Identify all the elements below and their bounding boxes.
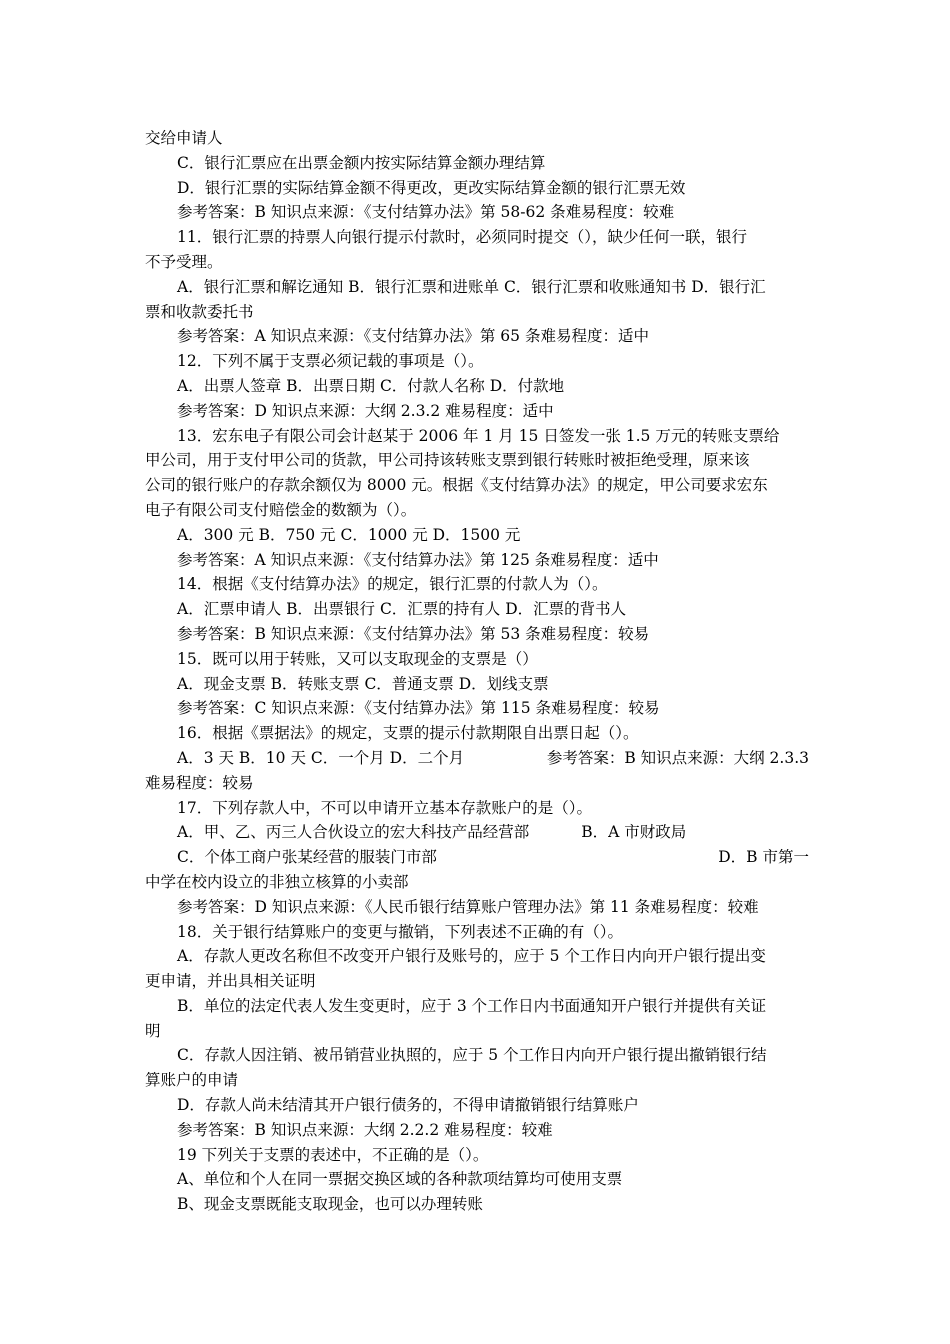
text-line: 参考答案：D 知识点来源：大纲 2.3.2 难易程度：适中 [177, 401, 554, 420]
text-line: D．银行汇票的实际结算金额不得更改，更改实际结算金额的银行汇票无效 [177, 178, 686, 197]
text-line: 12．下列不属于支票必须记载的事项是（）。 [177, 352, 484, 371]
text-line: 明 [145, 1021, 161, 1040]
text-line: 更申请，并出具相关证明 [145, 972, 316, 991]
text-line: A．银行汇票和解讫通知 B．银行汇票和进账单 C．银行汇票和收账通知书 D．银行汇 [177, 277, 766, 296]
text-line: 电子有限公司支付赔偿金的数额为（）。 [145, 500, 417, 519]
text-line: 不予受理。 [145, 252, 223, 271]
text-line: 17．下列存款人中，不可以申请开立基本存款账户的是（）。 [177, 798, 592, 817]
text-line: A、单位和个人在同一票据交换区域的各种款项结算均可使用支票 [177, 1170, 623, 1189]
text-line: C．银行汇票应在出票金额内按实际结算金额办理结算 [177, 153, 546, 172]
text-line: 15．既可以用于转账，又可以支取现金的支票是（） [177, 649, 538, 668]
text-line [145, 845, 809, 870]
text-line: 参考答案：B 知识点来源：《支付结算办法》第 58-62 条难易程度：较难 [177, 203, 675, 222]
text-line: D．存款人尚未结清其开户银行债务的，不得申请撤销银行结算账户 [177, 1096, 639, 1115]
text-line: A．现金支票 B．转账支票 C．普通支票 D．划线支票 [177, 674, 549, 693]
text-line: B、现金支票既能支取现金，也可以办理转账 [177, 1195, 483, 1214]
text-line: 13．宏东电子有限公司会计赵某于 2006 年 1 月 15 日签发一张 1.5 万元的转账支票给 [177, 426, 780, 445]
text-line: 参考答案：C 知识点来源：《支付结算办法》第 115 条难易程度：较易 [177, 699, 660, 718]
text-line: 18．关于银行结算账户的变更与撤销，下列表述不正确的有（）。 [177, 922, 623, 941]
text-line: A．出票人签章 B．出票日期 C．付款人名称 D．付款地 [177, 376, 565, 395]
text-line: 16．根据《票据法》的规定，支票的提示付款期限自出票日起（）。 [177, 724, 639, 743]
text-line: 票和收款委托书 [145, 302, 254, 321]
text-line: 参考答案：A 知识点来源：《支付结算办法》第 125 条难易程度：适中 [177, 550, 659, 569]
text-line: A．汇票申请人 B．出票银行 C．汇票的持有人 D．汇票的背书人 [177, 600, 627, 619]
text-line: C．存款人因注销、被吊销营业执照的，应于 5 个工作日内向开户银行提出撤销银行结 [177, 1046, 767, 1065]
text-line-left: A．3 天 B．10 天 C．一个月 D．二个月 [177, 748, 465, 767]
text-line: 19 下列关于支票的表述中，不正确的是（）。 [177, 1145, 489, 1164]
text-line: 14．根据《支付结算办法》的规定，银行汇票的付款人为（）。 [177, 575, 608, 594]
text-line [145, 746, 809, 771]
text-line-right: 参考答案：B 知识点来源：大纲 2.3.3 [546, 748, 809, 767]
text-line: 算账户的申请 [145, 1071, 239, 1090]
text-line: 参考答案：A 知识点来源：《支付结算办法》第 65 条难易程度：适中 [177, 327, 649, 346]
text-line: A．300 元 B．750 元 C．1000 元 D．1500 元 [177, 525, 521, 544]
text-line: B．单位的法定代表人发生变更时，应于 3 个工作日内书面通知开户银行并提供有关证 [177, 996, 767, 1015]
text-line: 甲公司，用于支付甲公司的货款，甲公司持该转账支票到银行转账时被拒绝受理，原来该 [145, 451, 750, 470]
text-line: 中学在校内设立的非独立核算的小卖部 [145, 872, 409, 891]
text-line: 参考答案：B 知识点来源：大纲 2.2.2 难易程度：较难 [177, 1120, 553, 1139]
document-body [145, 126, 809, 1217]
text-line: A．存款人更改名称但不改变开户银行及账号的，应于 5 个工作日内向开户银行提出变 [177, 947, 766, 966]
text-line: 公司的银行账户的存款余额仅为 8000 元。根据《支付结算办法》的规定，甲公司要求宏东 [145, 476, 768, 495]
text-line-left: A．甲、乙、丙三人合伙设立的宏大科技产品经营部 [177, 823, 530, 842]
text-line-left: C．个体工商户张某经营的服装门市部 [177, 848, 437, 867]
text-line: 难易程度：较易 [145, 773, 254, 792]
text-line [145, 820, 809, 845]
text-line-right: D．B 市第一 [718, 848, 809, 867]
text-line-right: B．A 市财政局 [581, 823, 687, 842]
text-line: 参考答案：B 知识点来源：《支付结算办法》第 53 条难易程度：较易 [177, 624, 650, 643]
text-line: 交给申请人 [145, 129, 223, 147]
text-line: 参考答案：D 知识点来源：《人民币银行结算账户管理办法》第 11 条难易程度：较难 [177, 897, 759, 916]
text-line: 11．银行汇票的持票人向银行提示付款时，必须同时提交（），缺少任何一联，银行 [177, 228, 747, 247]
